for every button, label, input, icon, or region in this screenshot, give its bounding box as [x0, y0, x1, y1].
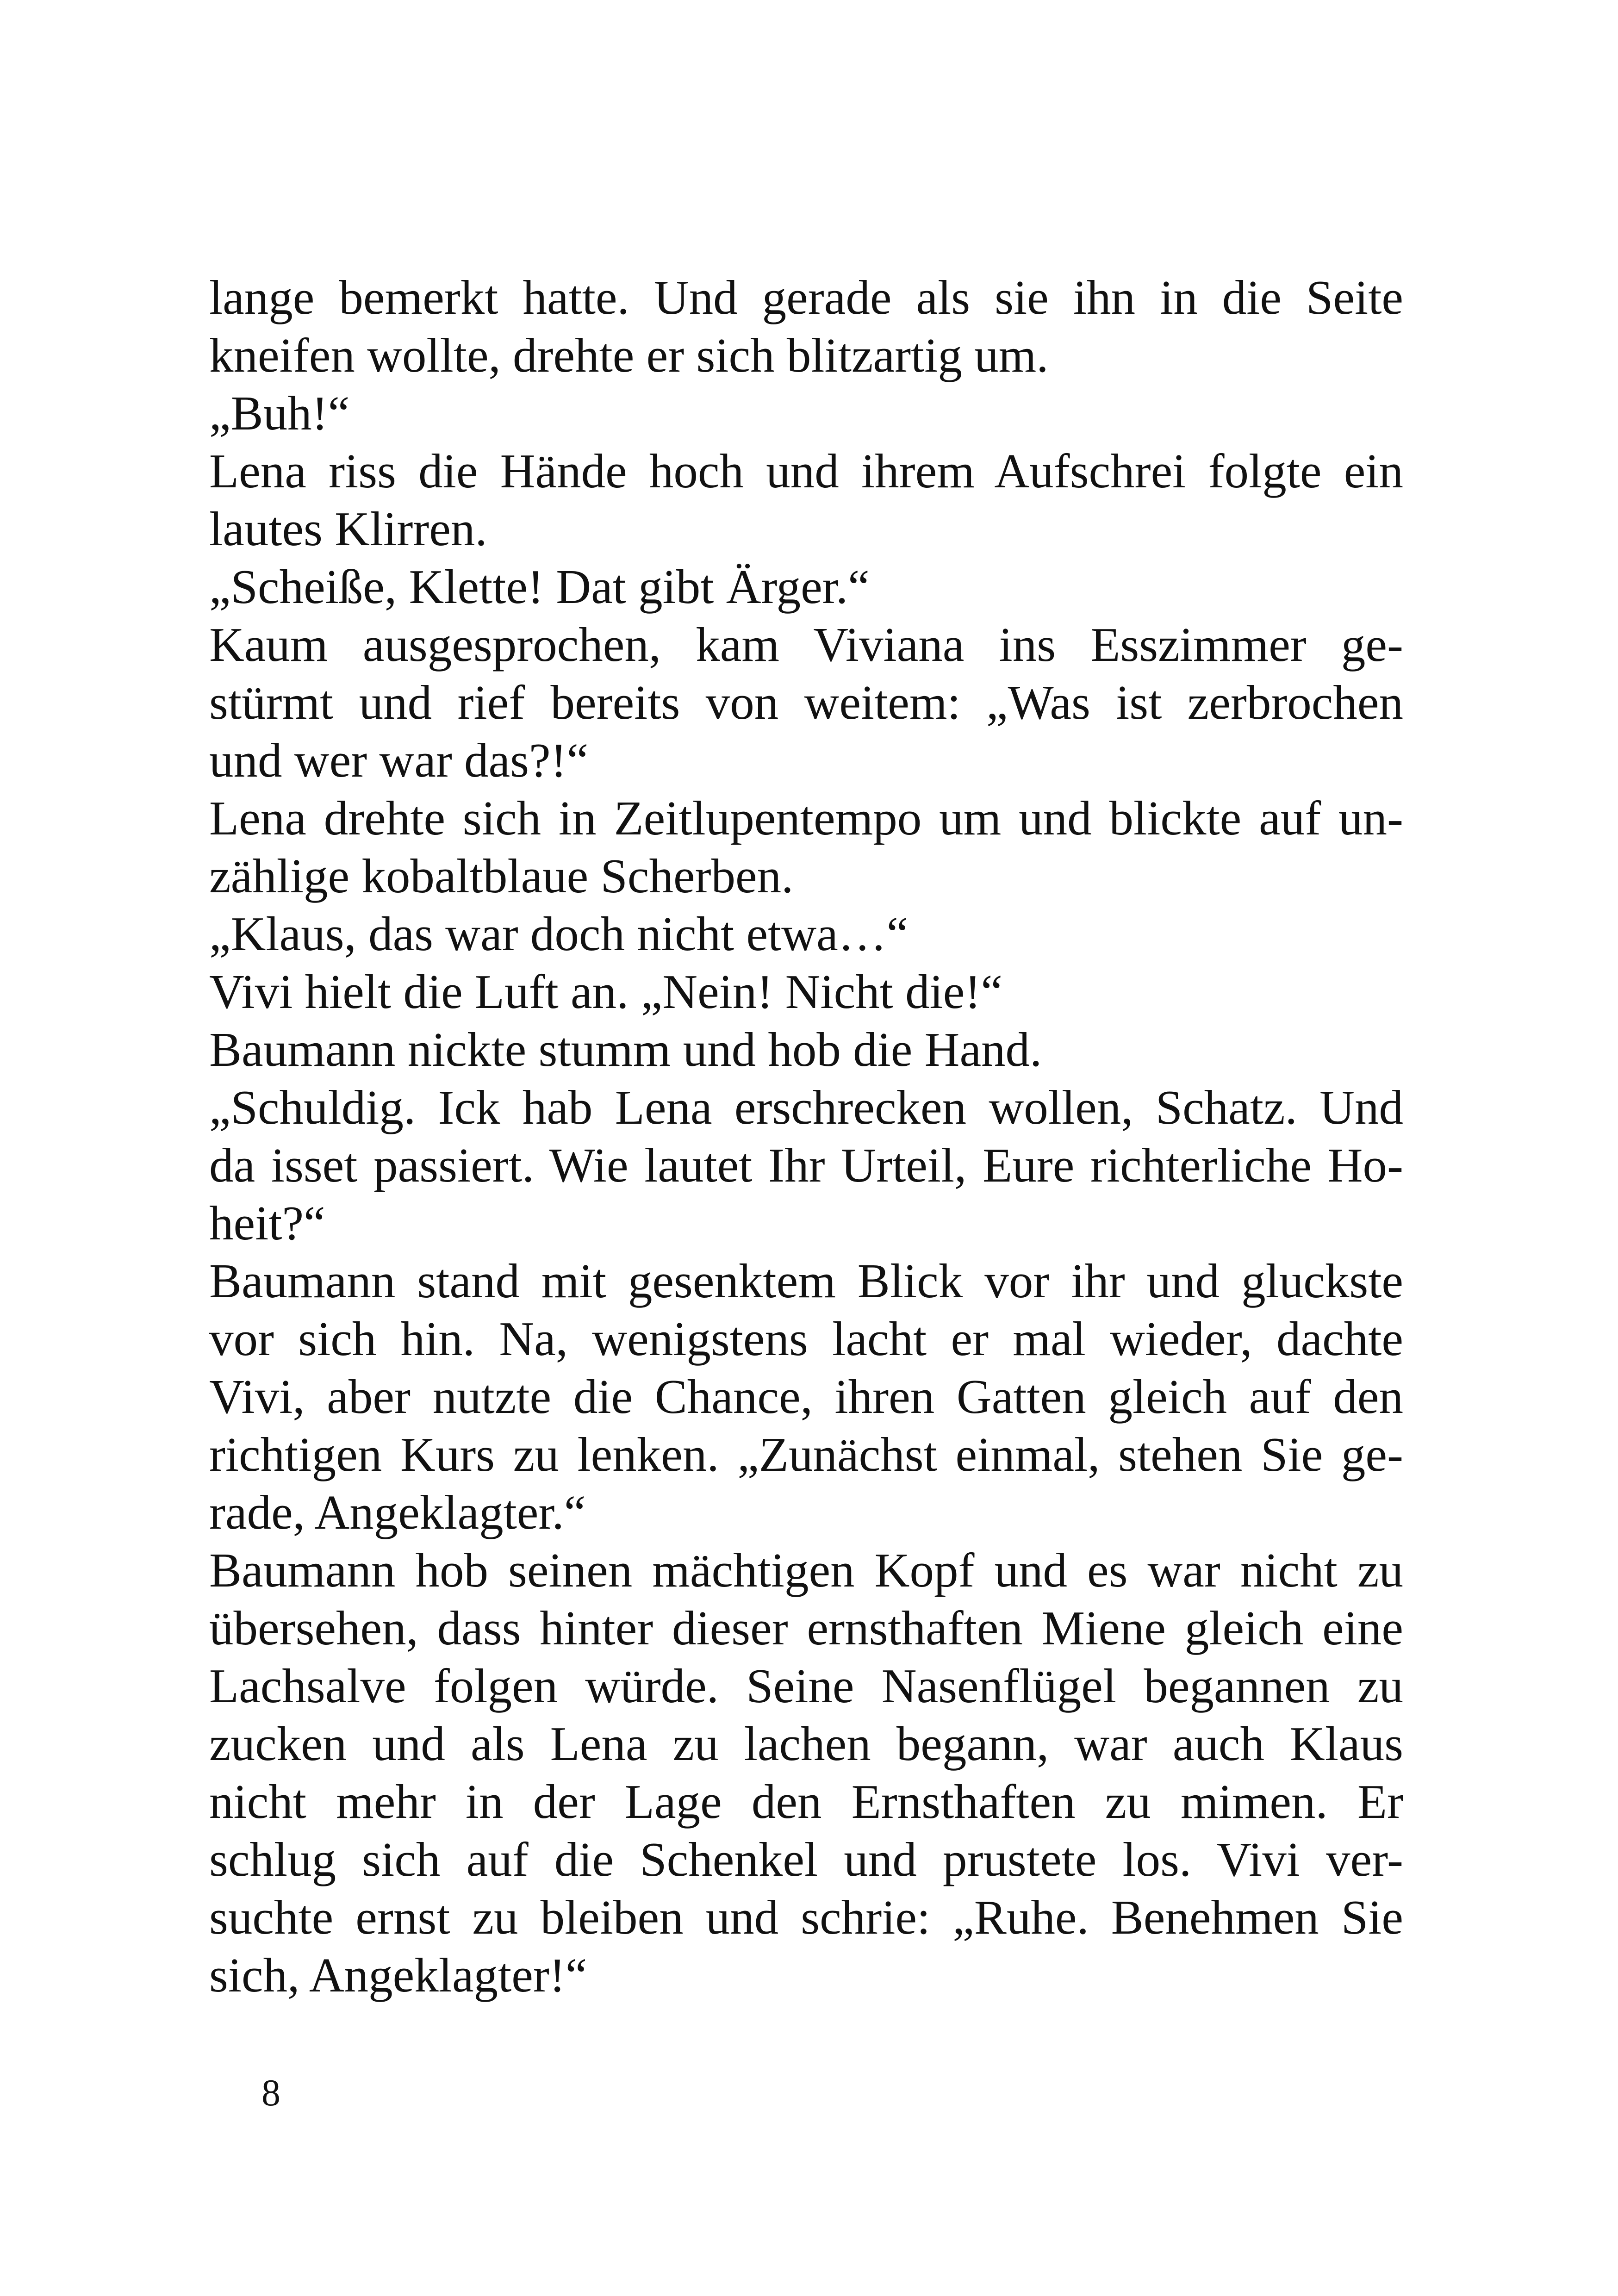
text-line: „Buh!“	[209, 386, 350, 440]
text-line: nicht mehr in der Lage den Ernsthaften zu mimen. Er	[209, 1774, 1403, 1829]
text-line: „Klaus, das war doch nicht etwa…“	[209, 907, 909, 961]
text-line: Lachsalve folgen würde. Seine Nasenflügel begannen zu	[209, 1659, 1403, 1713]
text-line: Vivi, aber nutzte die Chance, ihren Gatten gleich auf den	[209, 1369, 1403, 1424]
page-number: 8	[261, 2072, 280, 2114]
body-text	[209, 268, 1403, 2004]
text-line: Vivi hielt die Luft an. „Nein! Nicht die!“	[209, 964, 1002, 1019]
text-line: übersehen, dass hinter dieser ernsthaften Miene gleich eine	[209, 1601, 1403, 1655]
text-line: lautes Klirren.	[209, 502, 487, 556]
text-line: vor sich hin. Na, wenigstens lacht er mal wieder, dachte	[209, 1312, 1403, 1366]
text-line: suchte ernst zu bleiben und schrie: „Ruhe. Benehmen Sie	[209, 1890, 1403, 1944]
text-line: stürmt und rief bereits von weitem: „Was ist zerbrochen	[209, 675, 1403, 729]
text-line: „Scheiße, Klette! Dat gibt Ärger.“	[209, 560, 870, 614]
text-line: Baumann nickte stumm und hob die Hand.	[209, 1022, 1042, 1076]
text-line: Baumann hob seinen mächtigen Kopf und es war nicht zu	[209, 1543, 1403, 1597]
text-line: „Schuldig. Ick hab Lena erschrecken wollen, Schatz. Und	[209, 1080, 1403, 1134]
text-line: schlug sich auf die Schenkel und prustete los. Vivi ver-	[209, 1832, 1403, 1886]
text-line: lange bemerkt hatte. Und gerade als sie ihn in die Seite	[209, 270, 1403, 324]
text-line: Baumann stand mit gesenktem Blick vor ihr und gluckste	[209, 1254, 1403, 1308]
text-line: und wer war das?!“	[209, 733, 589, 787]
text-line: Lena riss die Hände hoch und ihrem Aufschrei folgte ein	[209, 444, 1403, 498]
text-line: zählige kobaltblaue Scherben.	[209, 849, 794, 903]
text-line: Lena drehte sich in Zeitlupentempo um und blickte auf un-	[209, 791, 1403, 845]
text-line: sich, Angeklagter!“	[209, 1948, 587, 2002]
text-line: Kaum ausgesprochen, kam Viviana ins Esszimmer ge-	[209, 617, 1403, 672]
text-line: kneifen wollte, drehte er sich blitzartig um.	[209, 328, 1049, 382]
text-line: richtigen Kurs zu lenken. „Zunächst einmal, stehen Sie ge-	[209, 1427, 1403, 1481]
text-line: heit?“	[209, 1196, 325, 1250]
text-line: da isset passiert. Wie lautet Ihr Urteil, Eure richterliche Ho-	[209, 1138, 1403, 1192]
text-line: zucken und als Lena zu lachen begann, war auch Klaus	[209, 1717, 1403, 1771]
text-line: rade, Angeklagter.“	[209, 1485, 586, 1539]
